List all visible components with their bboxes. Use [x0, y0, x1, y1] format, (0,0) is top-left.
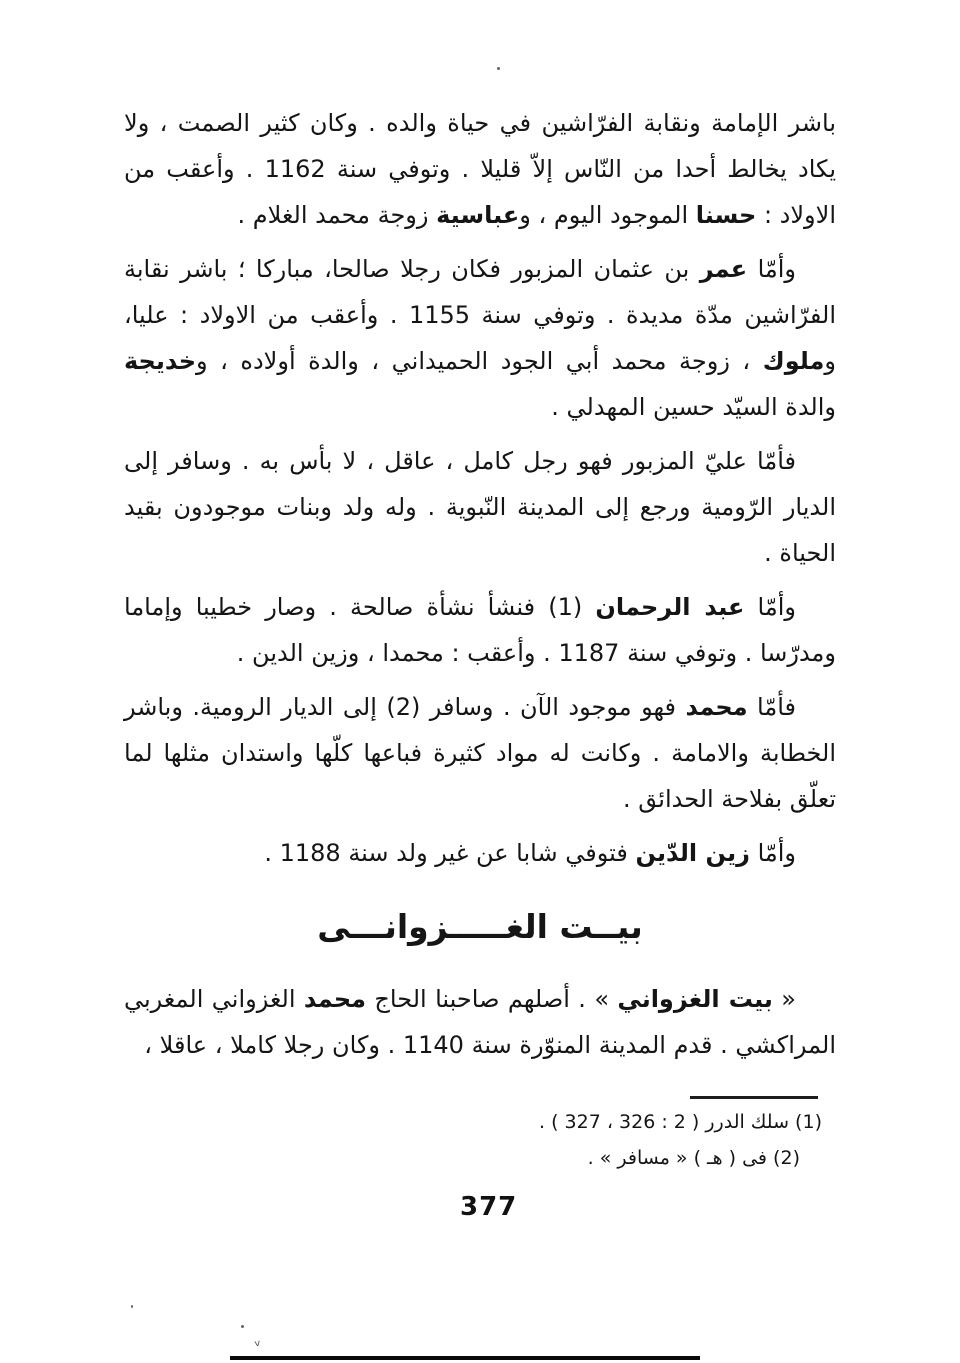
footnote-separator-rule [690, 1096, 818, 1099]
scan-speck [241, 1325, 244, 1328]
paragraph: فأمّا محمد فهو موجود الآن . وسافر (2) إلى الديار الرومية. وباشر الخطابة والامامة . وكانت له مواد كثيرة فباعها كلّها واستدان مثلها لما تعلّق بفلاحة الحدائق . [124, 693, 836, 813]
paragraph: « بيت الغزواني » . أصلهم صاحبنا الحاج محمد الغزواني المغربي المراكشي . قدم المدينة المنوّرة سنة 1140 . وكان رجلا كاملا ، عاقلا ، [124, 985, 836, 1059]
paragraph: فأمّا عليّ المزبور فهو رجل كامل ، عاقل ، لا بأس به . وسافر إلى الديار الرّومية ورجع إلى المدينة النّبوية . وله ولد وبنات موجودون بقيد الحياة . [124, 447, 836, 567]
paragraph: باشر الإمامة ونقابة الفرّاشين في حياة والده . وكان كثير الصمت ، ولا يكاد يخالط أحدا من النّاس إلاّ قليلا . وتوفي سنة 1162 . وأعقب من الاولاد : حسنا الموجود اليوم ، وعباسية زوجة محمد الغلام . [124, 109, 836, 229]
paragraph: وأمّا زين الدّين فتوفي شابا عن غير ولد سنة 1188 . [264, 839, 796, 867]
scan-mark-artifact: ᵥ [252, 1330, 262, 1351]
scan-edge-artifact [230, 1356, 700, 1360]
page-number: 377 [460, 1192, 518, 1222]
paragraph: وأمّا عبد الرحمان (1) فنشأ نشأة صالحة . وصار خطيبا وإماما ومدرّسا . وتوفي سنة 1187 . وأعقب : محمدا ، وزين الدين . [124, 593, 836, 667]
footnote: (1) سلك الدرر ( 2 : 326 ، 327 ) . [539, 1111, 822, 1133]
footnotes [402, 1104, 822, 1176]
paragraph: وأمّا عمر بن عثمان المزبور فكان رجلا صالحا، مباركا ؛ باشر نقابة الفرّاشين مدّة مديدة . وتوفي سنة 1155 . وأعقب من الاولاد : عليا، وملوك ، زوجة محمد أبي الجود الحميداني ، والدة أولاده ، وخديجة والدة السيّد حسين المهدلي . [124, 255, 836, 421]
scan-speck [497, 67, 500, 70]
section-heading: بيــت الغـــــزوانـــى [317, 907, 643, 946]
main-text-column [124, 100, 836, 1076]
scan-speck [131, 1305, 133, 1308]
footnote: (2) فى ( هـ ) « مسافر » . [587, 1147, 800, 1169]
